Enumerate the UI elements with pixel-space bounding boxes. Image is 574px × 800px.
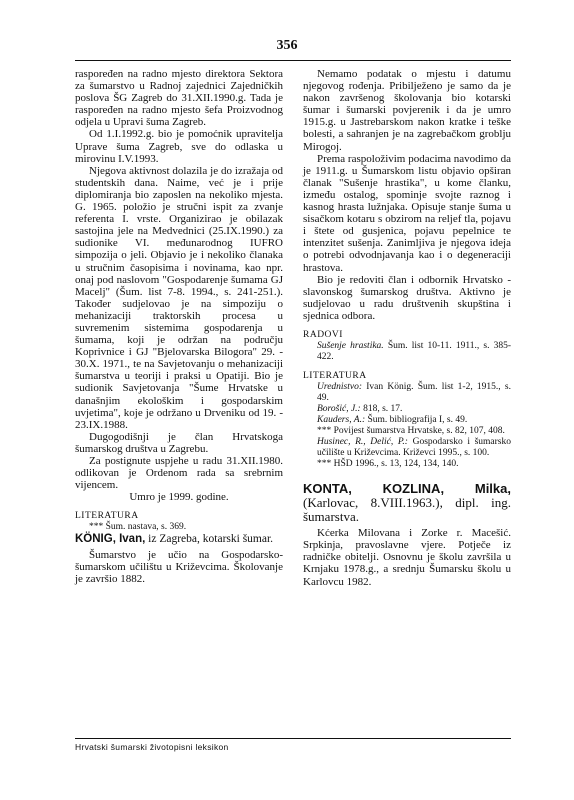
lit-source: Ivan König. Šum. list 1-2, 1915., s. 49. [317, 382, 511, 404]
paragraph: Dugogodišnji je član Hrvatskoga šumarskog društva u Zagrebu. [75, 430, 283, 455]
entry-subtitle: (Karlovac, 8.VIII.1963.), dipl. ing. šumarstva. [303, 495, 511, 525]
entry-body: Kćerka Milovana i Zorke r. Macešić. Srpkinja, pravoslavne vjere. Potječe iz radničke obitelji. Osnovnu je školu završila u Krnjaku 1978.g., a srednju Šumarsku školu u Karlovcu 1982. [303, 527, 511, 588]
paragraph: Bio je redoviti član i odbornik Hrvatsko - slavonskog šumarskog društva. Aktivno je sudjelovao u radu društvenih skupština i sjednica odbora. [303, 273, 511, 322]
right-column [303, 68, 511, 588]
literature-item [303, 459, 511, 470]
lit-author: Husinec, R., Delić, P.: [317, 437, 408, 448]
footer-title: Hrvatski šumarski životopisni leksikon [75, 742, 229, 752]
entry-body: Šumarstvo je učio na Gospodarsko-šumarskom učilištu u Križevcima. Školovanje je završio 1882. [75, 548, 283, 585]
lit-source: *** Povijest šumarstva Hrvatske, s. 82, 107, 408. [317, 426, 505, 437]
entry-name: KONTA, KOZLINA, Milka, [303, 481, 511, 497]
entry-heading [303, 482, 511, 524]
work-title: Sušenje hrastika. [317, 341, 384, 352]
literature-heading: LITERATURA [75, 511, 139, 522]
paragraph: Prema raspoloživim podacima navodimo da je 1911.g. u Šumarskom listu objavio opširan članak "Sušenje hrastika", u kome članku, između ostalog, spominje svojte raznog i kasnog hrasta lužnjaka. Opisuje stanje šuma u sisačkom kotaru s obzirom na reljef tla, pojavu i štete od gusjenica, pojavu pepelnice te intenzitet sušenja. Zanimljiva je njegova ideja o potrebi odvodnjavanja kao i o degeneraciji hrastova. [303, 152, 511, 274]
literature-item [303, 426, 511, 437]
header-rule [75, 60, 511, 61]
lit-source: Gospodarsko i šumarsko učilište u Križevcima. Križevci 1995., s. 100. [317, 437, 511, 459]
lit-source: Šum. bibliografija I, s. 49. [365, 415, 468, 426]
paragraph: Njegova aktivnost dolazila je do izražaja od studentskih dana. Naime, već je i prije diplomiranja bio zaposlen na nekoliko mjesta. G. 1965. položio je stručni ispit za zvanje referenta I. vrste. Organizirao je obilazak sastojina jele na Medvednici (25.IX.1990.) za sudionike VI. međunarodnog IUFRO simpozija o jeli. Objavio je i nekoliko članaka u stručnim časopisima i novinama, kao npr. onaj pod naslovom "Gospodarenje šumama GJ Macelj" (Šum. list 7-8. 1994., s. 241-251.). Također sudjelovao je na simpoziju o mehanizaciji traktorskih procesa u suvremenim sistemima gospodarenja u šumama, koji je održan na području Koprivnice i GJ "Bjelovarska Bilogora" 29. - 30.X. 1971., te na Savjetovanju o mehanizaciji šumarstva u teoriji i praksi u Opatiji. Bio je sudionik Savjetovanja "Šume Hrvatske u današnjim ekološkim i gospodarskim uvjetima", koje je održano u Drveniku od 19. - 23.IX.1988. [75, 164, 283, 431]
work-source: Šum. list 10-11. 1911., s. 385-422. [317, 341, 512, 363]
paragraph: Nemamo podatak o mjestu i datumu njegovog rođenja. Pribilježeno je samo da je nakon završenog školovanja bio kotarski šumar i šumarski povjerenik i da je umro 1915.g. u Jastrebarskom nakon kratke i teške bolesti, a sahranjen je na zagrebačkom groblju Mirogoj. [303, 68, 511, 153]
page-number: 356 [276, 38, 298, 53]
left-column [75, 68, 283, 585]
works-item [303, 341, 511, 363]
paragraph: Od 1.I.1992.g. bio je pomoćnik upravitelja Uprave šuma Zagreb, sve do odlaska u mirovinu I.V.1993. [75, 128, 283, 165]
literature-item [303, 437, 511, 459]
literature-heading: LITERATURA [303, 371, 367, 382]
literature-item [303, 382, 511, 404]
paragraph: raspoređen na radno mjesto direktora Sektora za šumarstvo u Radnoj zajednici Zajedničkih poslova ŠG Zagreb do 31.XII.1990.g. Tada je raspoređen na radno mjesto šefa Proizvodnog odjela u Upravi šuma Zagreb. [75, 68, 283, 129]
entry-subtitle: iz Zagreba, kotarski šumar. [145, 533, 274, 546]
entry-heading [75, 533, 283, 545]
lit-source: *** HŠD 1996., s. 13, 124, 134, 140. [317, 459, 459, 470]
lit-author: Urednistvo: [317, 382, 363, 393]
works-heading: RADOVI [303, 329, 343, 340]
literature-item [303, 415, 511, 426]
paragraph: Za postignute uspjehe u radu 31.XII.1980. odlikovan je Ordenom rada sa srebrnim vijencem. [75, 455, 283, 492]
footer-rule [75, 738, 511, 739]
lit-author: Borošić, J.: [317, 404, 361, 415]
entry-name: KÖNIG, Ivan, [75, 533, 146, 546]
literature-item [303, 404, 511, 415]
death-note: Umro je 1999. godine. [129, 491, 229, 504]
lit-author: Kauders, A.: [317, 415, 366, 426]
literature-item: *** Šum. nastava, s. 369. [89, 522, 187, 533]
lit-source: 818, s. 17. [360, 404, 403, 415]
